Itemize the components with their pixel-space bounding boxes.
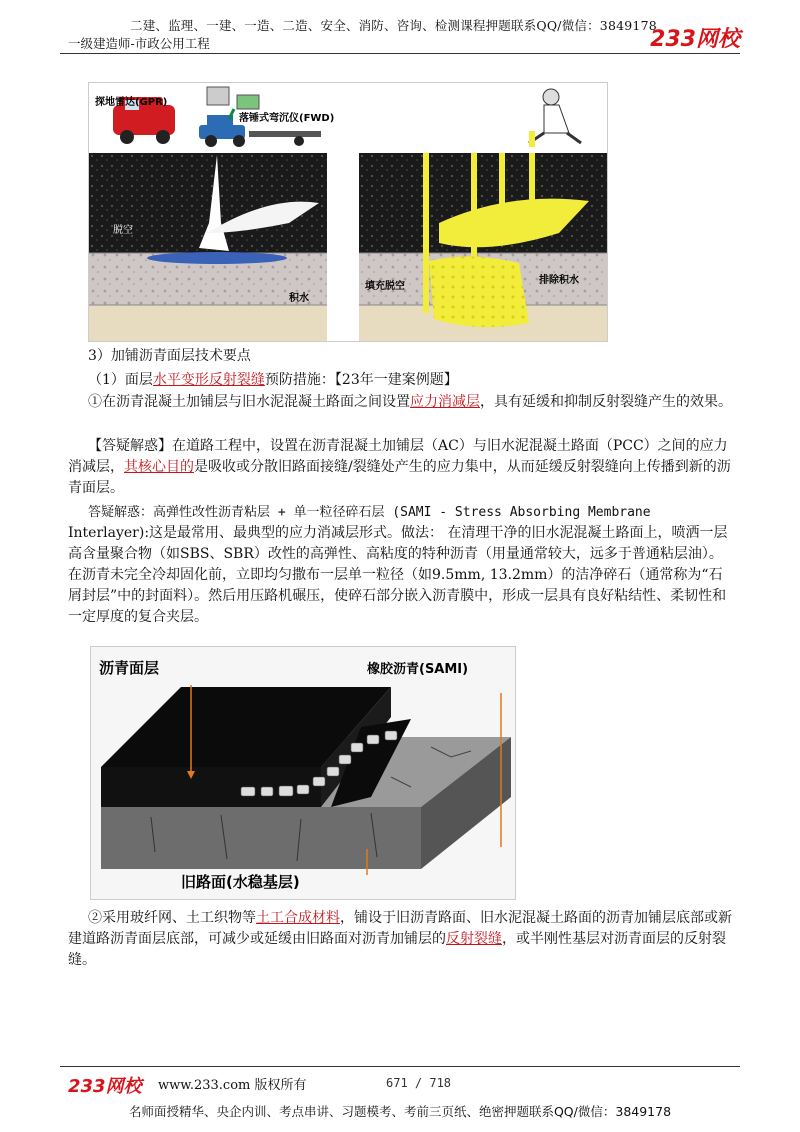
p3-line1: 答疑解惑：高弹性改性沥青粘层 + 单一粒径碎石层 (SAMI - Stress Absorbing Membrane xyxy=(88,505,651,520)
header-promo-line: 二建、监理、一建、一造、二造、安全、消防、咨询、检测课程押题联系QQ/微信：3849178 xyxy=(130,18,657,33)
section-heading: 3）加铺沥青面层技术要点 xyxy=(88,348,251,364)
p2-suffix: 是吸收或分散旧路面接缝/裂缝处产生的应力集中，从而延缓反射裂缝向上传播到新的沥青面层。 xyxy=(68,459,731,496)
subsection-1-prefix: （1）面层 xyxy=(88,372,153,388)
pavement-void-illustration xyxy=(89,83,607,341)
header-logo: 233网校 xyxy=(650,27,740,52)
label-water: 积水 xyxy=(289,293,309,304)
p4-prefix: ②采用玻纤网、土工织物等 xyxy=(88,910,256,926)
p4-mid: ，铺设于旧沥青路面、旧水泥混凝土路面的沥青加铺层底部或新建道路沥青面层底部，可减少或延缓由旧路面对沥青加铺层的 xyxy=(68,910,732,947)
sami-layer-illustration xyxy=(91,647,515,899)
reflective-crack-term-2: 反射裂缝 xyxy=(446,931,502,947)
geosynthetics-term: 土工合成材料 xyxy=(256,910,340,926)
reflective-crack-term: 水平变形反射裂缝 xyxy=(152,372,265,388)
label-void: 脱空 xyxy=(113,225,133,236)
p2-prefix: 【答疑解惑】在道路工程中，设置在沥青混凝土加铺层（AC）与旧水泥混凝土路面（PCC）之间的应力消减层， xyxy=(68,438,728,475)
label-fwd: 落锤式弯沉仪(FWD) xyxy=(239,113,335,124)
label-drain-water: 排除积水 xyxy=(539,275,579,286)
footer-rule xyxy=(60,1066,740,1067)
subsection-1-suffix: 预防措施：【23年一建案例题】 xyxy=(264,372,458,388)
footer-site: www.233.com 版权所有 xyxy=(158,1078,307,1093)
p1-suffix: ，具有延缓和抑制反射裂缝产生的效果。 xyxy=(480,394,732,410)
footer-promo-line: 名师面授精华、央企内训、考点串讲、习题模考、考前三页纸、绝密押题联系QQ/微信：3849178 xyxy=(128,1104,672,1119)
label-asphalt-layer: 沥青面层 xyxy=(99,659,160,677)
footer-logo: 233网校 xyxy=(68,1076,142,1097)
paragraph-geosynthetics xyxy=(68,908,736,971)
pavement-void-figure xyxy=(88,82,608,342)
subsection-1 xyxy=(88,370,756,391)
p1-prefix: ①在沥青混凝土加铺层与旧水泥混凝土路面之间设置 xyxy=(88,394,410,410)
paragraph-stress-layer xyxy=(68,392,736,413)
label-sami: 橡胶沥青(SAMI) xyxy=(367,662,469,677)
paragraph-explanation xyxy=(68,436,736,499)
label-fill-void: 填充脱空 xyxy=(365,281,405,292)
header-rule xyxy=(60,53,740,54)
label-old-pavement: 旧路面(水稳基层) xyxy=(181,873,300,891)
label-gpr: 探地雷达(GPR) xyxy=(95,97,168,108)
right-panel xyxy=(359,89,607,341)
core-purpose-term: 其核心目的 xyxy=(124,459,194,475)
p4-suffix: ，或半刚性基层对沥青面层的反射裂缝。 xyxy=(68,931,726,968)
paragraph-sami xyxy=(68,502,736,628)
header-subject: 一级建造师-市政公用工程 xyxy=(68,36,210,51)
p3-body: Interlayer):这是最常用、最典型的应力消减层形式。做法： 在清理干净的旧水泥混凝土路面上，喷洒一层高含量聚合物（如SBS、SBR）改性的高弹性、高粘度的特种沥青（用量通常较大，远多于普通粘层油）。在沥青未完全冷却固化前，立即均匀撒布一层单一粒径（如9.5mm, 13.2mm）的洁净碎石（通常称为“石屑封层”中的封面料）。然后用压路机碾压，使碎石部分嵌入沥青膜中，形成一层具有良好粘结性、柔韧性和一定厚度的复合夹层。 xyxy=(68,525,728,625)
sami-layer-figure xyxy=(90,646,516,900)
stress-absorbing-layer-term: 应力消减层 xyxy=(410,394,480,410)
page-number: 671 / 718 xyxy=(386,1076,452,1090)
